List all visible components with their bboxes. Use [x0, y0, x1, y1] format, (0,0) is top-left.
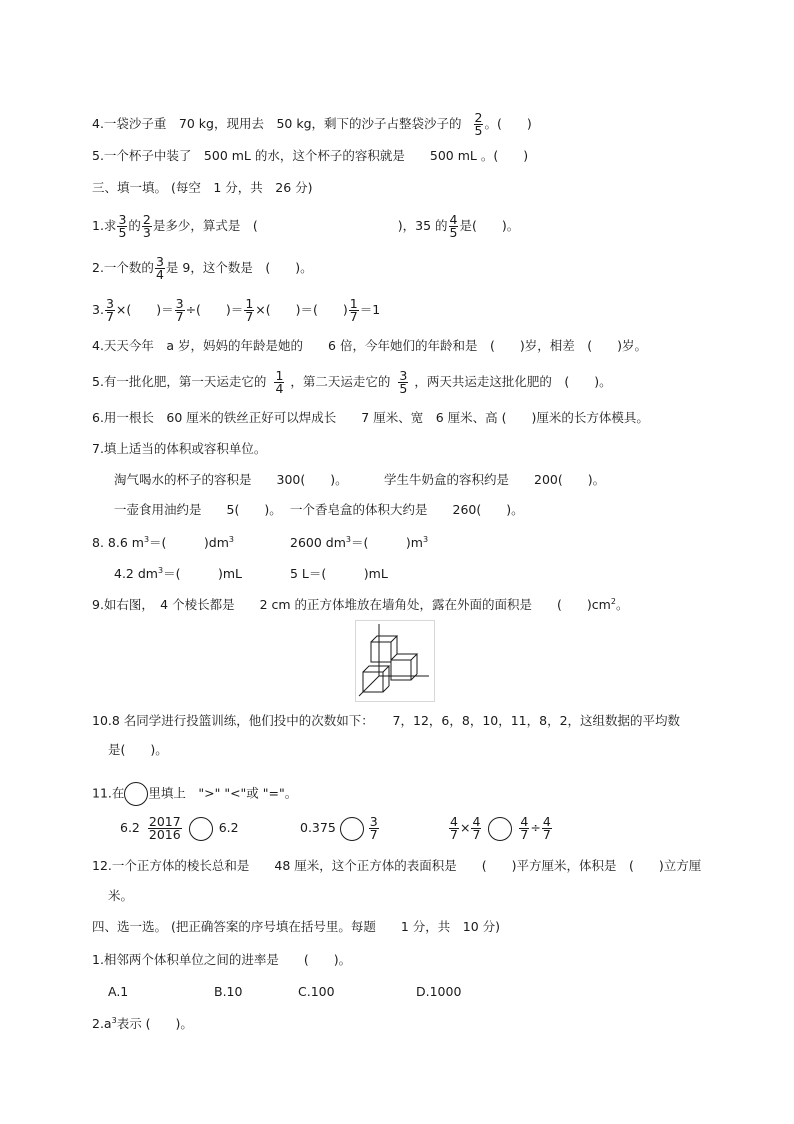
fill-9: 9.如右图， 4 个棱长都是 2 cm 的正方体堆放在墙角处，露在外面的面积是 ( )$cm^2$。 [92, 596, 629, 612]
cube-stack-figure [355, 620, 435, 702]
compare-circle[interactable] [124, 782, 148, 806]
section-4-title: 四、选一选。 (把正确答案的序号填在括号里。每题 1 分，共 10 分) [92, 919, 501, 934]
fill-1: 1.求 $\frac{3}{5}$ 的 $\frac{2}{3}$ 是多少，算式是 ( )，35 的 $\frac{4}{5}$ 是( )。 [92, 212, 520, 240]
fill-8-d: 5 L＝( )mL [290, 566, 388, 581]
question-5: 5.一个杯子中装了 500 mL 的水，这个杯子的容积就是 500 mL 。( ) [92, 148, 529, 163]
choice-1-question: 1.相邻两个体积单位之间的进率是 ( )。 [92, 952, 352, 967]
fill-10-line1: 10.8 名同学进行投篮训练，他们投中的次数如下： 7，12，6，8，10，11，8，2，这组数据的平均数 [92, 713, 681, 728]
fraction: $\frac{2}{5}$ [474, 110, 483, 138]
compare-circle[interactable] [488, 817, 512, 841]
fill-6: 6.用一根长 60 厘米的铁丝正好可以焊成长 7 厘米、宽 6 厘米、高 ( )厘米的长方体模具。 [92, 410, 649, 425]
choice-1-option-a[interactable]: A.1 [108, 984, 129, 999]
choice-2-question: $2.a^3$表示 ( )。 [92, 1015, 193, 1031]
section-3-title: 三、填一填。 (每空 1 分，共 26 分) [92, 180, 313, 195]
compare-circle[interactable] [189, 817, 213, 841]
fill-11: 11.在 里填上 ">" "<"或 "="。 [92, 782, 297, 806]
choice-1-option-b[interactable]: B.10 [214, 984, 243, 999]
choice-1-option-c[interactable]: C.100 [298, 984, 335, 999]
fill-7-line2a: 一壶食用油约是 5( )。 [114, 502, 282, 517]
fill-2: 2.一个数的 $\frac{3}{4}$ 是 9，这个数是 ( )。 [92, 254, 313, 282]
fill-10-line2: 是( )。 [108, 742, 168, 757]
fill-5: 5.有一批化肥，第一天运走它的 $\frac{1}{4}$ ，第二天运走它的 $\frac{3}{5}$ ，两天共运走这批化肥的 ( )。 [92, 368, 612, 396]
fill-12-line1: 12.一个正方体的棱长总和是 48 厘米，这个正方体的表面积是 ( )平方厘米，体积是 ( )立方厘 [92, 858, 702, 873]
compare-3: $\frac{4}{7}$ × $\frac{4}{7}$ $\frac{4}{7}$ ÷ $\frac{4}{7}$ [450, 814, 551, 842]
question-4: 4.一袋沙子重 70 kg，现用去 50 kg，剩下的沙子占整袋沙子的 $\frac{2}{5}$ 。( ) [92, 110, 532, 138]
fill-7-line1b: 学生牛奶盒的容积约是 200( )。 [384, 472, 606, 487]
fill-8-c: 4.2 $dm^3=$( )mL [114, 565, 242, 581]
fill-7-line1a: 淘气喝水的杯子的容积是 300( )。 [114, 472, 348, 487]
compare-2: 0.375 $\frac{3}{7}$ [300, 814, 378, 842]
compare-1: 6.2 $\frac{2017}{2016}$ 6.2 [120, 814, 239, 842]
fill-4: 4.天天今年 a 岁，妈妈的年龄是她的 6 倍，今年她们的年龄和是 ( )岁，相差 ( )岁。 [92, 338, 647, 353]
compare-circle[interactable] [340, 817, 364, 841]
fill-3: 3. $\frac{3}{7}$ ×( )＝ $\frac{3}{7}$ ÷( )＝ $\frac{1}{7}$ ×( )＝( ) $\frac{1}{7}$ ＝1 [92, 296, 381, 324]
fill-7-line2b: 一个香皂盒的体积大约是 260( )。 [290, 502, 524, 517]
choice-1-option-d[interactable]: D.1000 [416, 984, 462, 999]
fill-7-title: 7.填上适当的体积或容积单位。 [92, 441, 267, 456]
fill-8-a: 8. 8.6 $m^3=$( )$dm^3$ [92, 534, 234, 550]
fill-12-line2: 米。 [108, 888, 134, 903]
fill-8-b: 2600 $dm^3=$( )$m^3$ [290, 534, 429, 550]
